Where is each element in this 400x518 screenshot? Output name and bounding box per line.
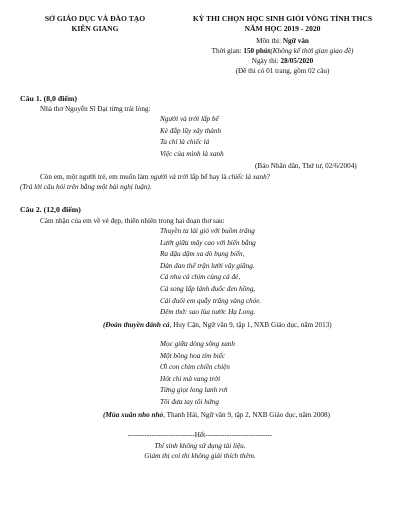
time-note: (Không kể thời gian giao đề): [270, 47, 354, 55]
date-line: [170, 56, 395, 66]
q2-source-2: [103, 410, 330, 420]
q2-source-2-rest: , Thanh Hải, Ngữ văn 9, tập 2, NXB Giáo dục, năm 2008): [163, 411, 330, 419]
subject-value: Ngữ văn: [282, 37, 309, 45]
q1-question-pre: Còn em, một người trẻ, em muốn làm: [40, 173, 151, 181]
poem-line: Ra đậu dặm xa dò bụng biển,: [160, 250, 245, 259]
subject-line: [170, 36, 395, 46]
q1-source: (Báo Nhân dân, Thứ tư, 02/6/2004): [255, 162, 357, 170]
poem-line: Đêm thở: sao lùa nước Hạ Long.: [160, 308, 256, 317]
poem-line: Việc của mình là xanh: [160, 149, 224, 158]
poem-line: Thuyền ta lái gió với buồm trăng: [160, 227, 255, 235]
q1-question-post: ?: [266, 173, 270, 181]
time-value: 150 phút: [243, 47, 271, 55]
poem-line: Cá song lấp lánh đuốc đen hồng,: [160, 284, 256, 293]
date-value: 28/05/2020: [280, 57, 314, 65]
end-mark: ----------------------------Hết----------------------------: [127, 431, 273, 439]
q2-poem-2: [160, 339, 235, 409]
poem-line: Từng giọt long lanh rơi: [160, 386, 228, 395]
poem-line: Kè đắp lũy xây thành: [160, 126, 222, 135]
q2-title: Câu 2. (12,0 điểm): [20, 205, 81, 214]
q1-question-em1: người và trời: [150, 173, 189, 181]
province-name: KIÊN GIANG: [71, 24, 119, 33]
q2-source-1-title: (Đoàn thuyền đánh cá: [103, 321, 170, 329]
subject-label: Môn thi:: [256, 37, 283, 45]
poem-line: Ơi con chim chiền chiện: [160, 363, 230, 372]
department-name: SỞ GIÁO DỤC VÀ ĐÀO TẠO: [44, 14, 146, 23]
poem-line: Cái đuôi em quẫy trăng vàng chóe.: [160, 296, 262, 305]
q1-question-em2: chiếc lá xanh: [228, 173, 267, 181]
q1-title: Câu 1. (8,0 điểm): [20, 94, 77, 103]
school-year: NĂM HỌC 2019 - 2020: [244, 24, 321, 33]
q2-source-1-rest: , Huy Cận, Ngữ văn 9, tập 1, NXB Giáo dục, năm 2013): [169, 321, 332, 329]
exam-title: KỲ THI CHỌN HỌC SINH GIỎI VÒNG TỈNH THCS: [192, 14, 373, 23]
time-label: Thời gian:: [211, 47, 244, 55]
q1-question: [40, 172, 270, 182]
q2-source-1: [103, 320, 332, 330]
date-label: Ngày thi:: [251, 57, 281, 65]
time-line: [170, 46, 395, 56]
pages-note: (Đề thi có 01 trang, gồm 02 câu): [235, 67, 330, 75]
poem-line: Cá nhu cá chim cùng cá đé,: [160, 273, 241, 282]
q2-poem-1: [160, 226, 261, 319]
poem-line: Hót chi mà vang trời: [160, 374, 221, 383]
poem-line: Lướt giữa mây cao với biển bằng: [160, 238, 256, 247]
footer-note-1: Thí sinh không sử dụng tài liệu.: [154, 442, 246, 450]
poem-line: Mọc giữa dòng sông xanh: [160, 340, 235, 348]
poem-line: Tôi đưa tay tôi hứng: [160, 397, 219, 406]
q2-source-2-title: (Mùa xuân nho nhỏ: [103, 411, 164, 419]
poem-line: Người và trời lấp bể: [160, 115, 219, 123]
footer-note-2: Giám thị coi thi không giải thích thêm.: [144, 452, 256, 460]
q2-intro: Cảm nhận của em về vẻ đẹp, thiên nhiên trong hai đoạn thơ sau:: [40, 217, 225, 225]
q1-note: (Trả lời câu hỏi trên bằng một bài nghị luận).: [20, 183, 152, 191]
poem-line: Một bông hoa tím biếc: [160, 351, 226, 360]
q1-intro: Nhà thơ Nguyễn Sĩ Đại từng trải lòng:: [40, 105, 151, 113]
q1-poem: [160, 114, 224, 160]
poem-line: Ta chỉ là chiếc lá: [160, 138, 210, 147]
poem-line: Dàn đan thế trận lưới vây giăng.: [160, 261, 255, 270]
q1-question-mid: lấp bể hay là: [188, 173, 229, 181]
